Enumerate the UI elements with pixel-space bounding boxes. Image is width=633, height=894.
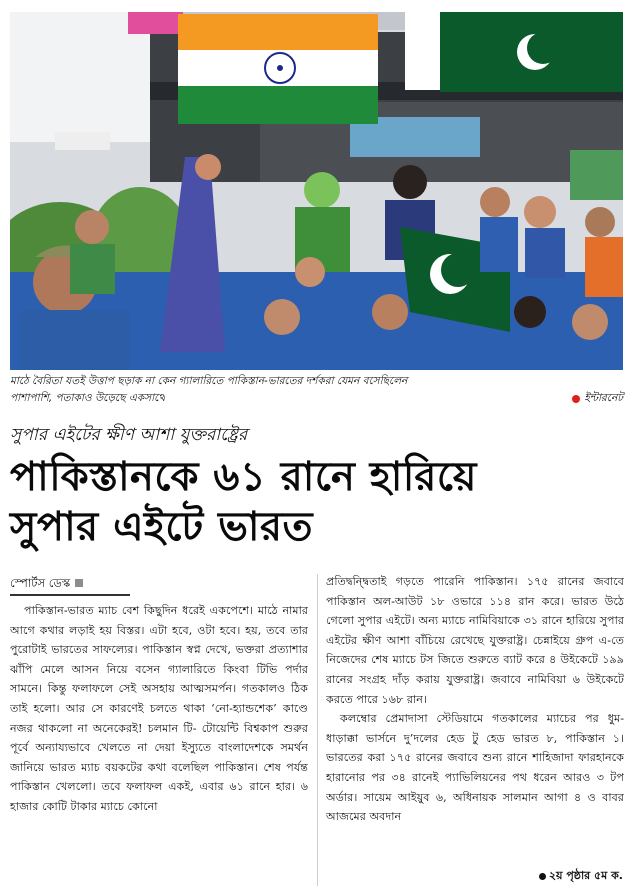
article-column-left (10, 572, 308, 888)
column-divider (317, 574, 318, 886)
caption-line-1: মাঠে বৈরিতা যতই উত্তাপ ছড়াক না কেন গ্যালারিতে পাকিস্তান-ভারতের দর্শকরা যেমন বসেছিলেন (10, 375, 408, 387)
article-column-right (326, 572, 624, 888)
photo-credit (572, 390, 623, 407)
headline-line-2: সুপার এইটে ভারত (10, 504, 314, 550)
square-bullet-icon (75, 579, 83, 587)
headline (10, 452, 623, 552)
india-flag-icon (178, 14, 378, 124)
byline (10, 572, 308, 594)
photo-caption (10, 373, 623, 411)
red-dot-icon (572, 395, 580, 403)
pakistan-flag-icon (405, 12, 623, 92)
kicker-subheadline: সুপার এইটের ক্ষীণ আশা যুক্তরাষ্ট্রের (10, 425, 248, 445)
article-paragraph-2: প্রতিদ্বন্দ্বিতাই গড়তে পারেনি পাকিস্তান। ১৭৫ রানের জবাবে পাকিস্তান অল-আউট ১৮ ওভারে ১১৪ রান করে। ভারত উঠে গেলো সুপার এইটে। অন্য ম্যাচে নামিবিয়াকে ৩১ রানে হারিয়ে সুপার এইটের ক্ষীণ আশা বাঁচিয়ে রেখেছে যুক্তরাষ্ট্র। চেন্নাইয়ে গ্রুপ এ-তে নিজেদের শেষ ম্যাচে টস জিতে শুরুতে ব্যাট করে ৪ উইকেটে ১৯৯ রানের সংগ্রহ দাঁড় করায় যুক্তরাষ্ট্র। জবাবে নামিবিয়া ৬ উইকেটে করতে পারে ১৬৮ রান। (326, 575, 624, 706)
article-paragraph-3: কলম্বোর প্রেমাদাসা স্টেডিয়ামে গতকালের ম্যাচের পর ধুম-ধাড়াক্কা ভার্সনে দু’দলের হেড টু হেড ভারত ৮, পাকিস্তান ১। ভারতের করা ১৭৫ রানের জবাবে শুন্য রানে শাহিজাদা ফারহানকে হারানোর পর ৩৪ রানেই প্যাভিলিয়নের পথ ধরেন আরও ৩ টপ অর্ডার। সায়েম আইয়ুব ৬, অধিনায়ক সালমান আগা ৪ ও বাবর আজমের অবদান (326, 712, 624, 824)
stadium-crowd-image (10, 12, 623, 370)
continued-on-page (500, 866, 623, 886)
byline-divider (10, 594, 130, 596)
bullet-dot-icon (539, 873, 546, 880)
caption-line-2: পাশাপাশি, পতাকাও উড়েছে একসাথে (10, 392, 166, 404)
continued-text: ২য় পৃষ্ঠার ৫ম ক. (548, 869, 623, 882)
byline-text: স্পোর্টস ডেস্ক (10, 576, 71, 590)
photo-credit-text: ইন্টারনেট (584, 392, 623, 404)
news-photo (10, 12, 623, 370)
caption-credit-row (10, 390, 623, 407)
article-paragraph-1: পাকিস্তান-ভারত ম্যাচ বেশ কিছুদিন ধরেই একপেশে। মাঠে নামার আগে কথার লড়াই হয় বিস্তর। এটা হবে, ওটা হবে। হয়, তবে তার পুরোটাই ভারতের সাফল্যের। পাকিস্তান স্বপ্ন দেখে, ভক্তরা প্রত্যাশার ঝাঁপি মেলে আসন নিয়ে বসেন গ্যালারিতে কিংবা টিভি পর্দার সামনে। কিন্তু ফলাফলে সেই অসহায় আত্মসমর্পন। গতকালও ঠিক তাই হলো। আর সে কারণেই চলতে থাকা ‘নো-হ্যান্ডশেক’ কাণ্ডে নজর থাকলো না অনেকেরই! চলমান টি- টোয়েন্টি বিশ্বকাপ শুরুর পূর্বে অন্যায্যভাবে খেলতে না দেয়া ইস্যুতে বাংলাদেশকে সমর্থন জানিয়ে ভারত ম্যাচ বয়কটের কথা বলেছিল পাকিস্তান। শেষ পর্যন্ত পাকিস্তান খেললো। তবে ফলাফল একই, এবার ৬১ রানে হার। ৬ হাজার কোটি টাকার ম্যাচে কোনো (10, 604, 308, 813)
headline-line-1: পাকিস্তানকে ৬১ রানে হারিয়ে (10, 454, 477, 500)
